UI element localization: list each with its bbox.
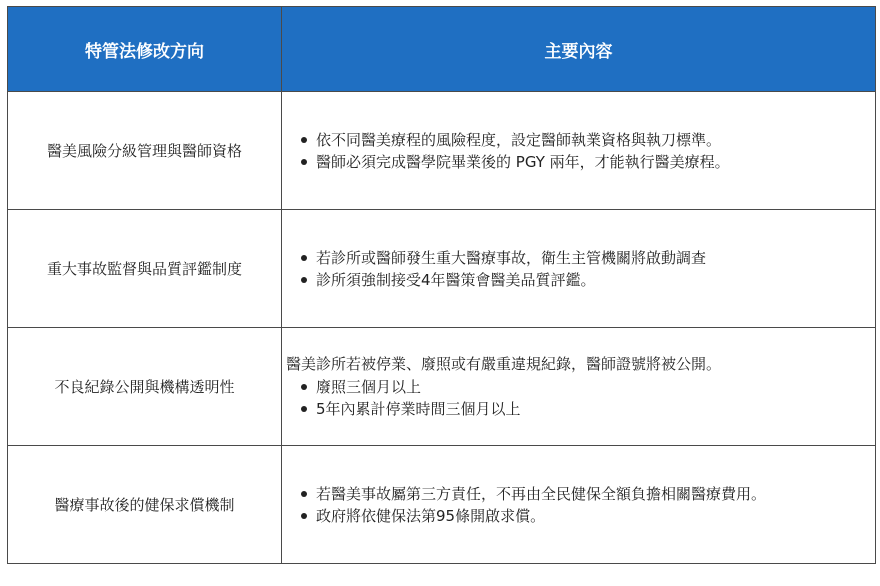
table-row	[8, 92, 876, 210]
list-item: 政府將依健保法第95條開啟求償。	[296, 505, 875, 527]
list-item: 5年內累計停業時間三個月以上	[296, 398, 875, 420]
table-row	[8, 446, 876, 564]
list-item: 廢照三個月以上	[296, 376, 875, 398]
policy-table-container	[7, 6, 875, 564]
row-category: 醫療事故後的健保求償機制	[8, 446, 282, 564]
header-content: 主要內容	[282, 7, 876, 92]
row-category: 重大事故監督與品質評鑑制度	[8, 210, 282, 328]
table-row	[8, 328, 876, 446]
row-intro: 醫美診所若被停業、廢照或有嚴重違規紀錄，醫師證號將被公開。	[286, 355, 722, 373]
bullet-list	[286, 376, 875, 420]
bullet-list	[296, 483, 875, 527]
list-item: 診所須強制接受4年醫策會醫美品質評鑑。	[296, 269, 875, 291]
row-content	[282, 92, 876, 210]
header-direction: 特管法修改方向	[8, 7, 282, 92]
policy-table	[7, 6, 876, 564]
list-item: 若診所或醫師發生重大醫療事故，衛生主管機關將啟動調查	[296, 247, 875, 269]
row-content	[282, 328, 876, 446]
row-category: 不良紀錄公開與機構透明性	[8, 328, 282, 446]
list-item: 醫師必須完成醫學院畢業後的 PGY 兩年，才能執行醫美療程。	[296, 151, 875, 173]
row-category: 醫美風險分級管理與醫師資格	[8, 92, 282, 210]
row-content	[282, 446, 876, 564]
bullet-list	[296, 247, 875, 291]
table-row	[8, 210, 876, 328]
list-item: 依不同醫美療程的風險程度，設定醫師執業資格與執刀標準。	[296, 129, 875, 151]
bullet-list	[296, 129, 875, 173]
list-item: 若醫美事故屬第三方責任，不再由全民健保全額負擔相關醫療費用。	[296, 483, 875, 505]
table-header-row	[8, 7, 876, 92]
row-content	[282, 210, 876, 328]
